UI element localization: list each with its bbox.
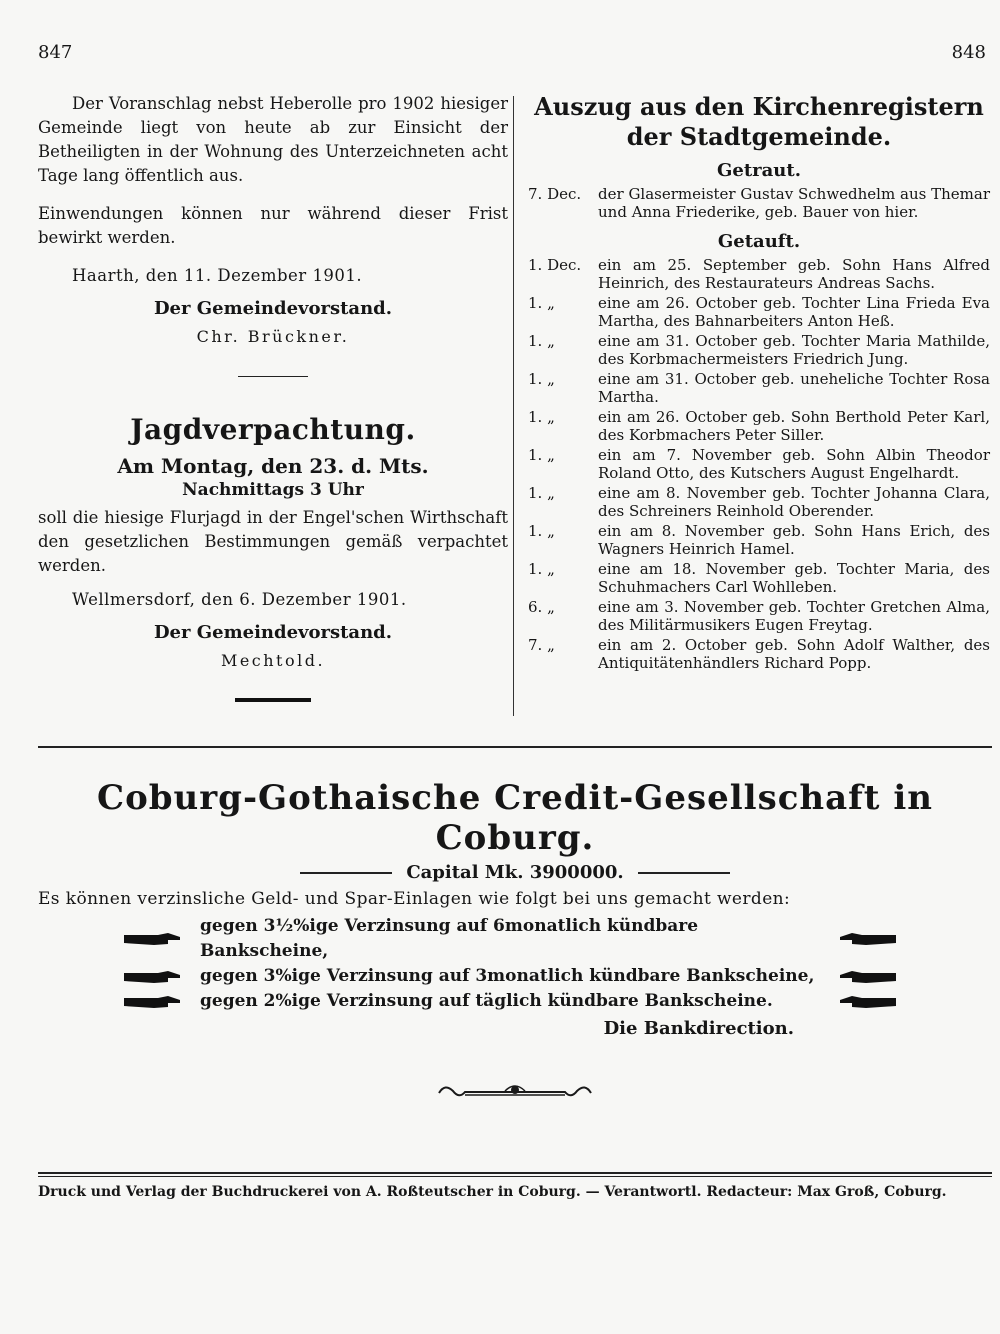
entry-date: 1. „ <box>528 446 555 464</box>
register-entry <box>528 370 990 406</box>
page-number-right: 848 <box>951 42 986 63</box>
entry-text: ein am 26. October geb. Sohn Berthold Peter Karl, des Korbmachers Peter Siller. <box>598 408 990 444</box>
place-date: Haarth, den 11. Dezember 1901. <box>72 266 363 285</box>
budget-notice <box>38 92 508 346</box>
hunting-lease-text: soll die hiesige Flurjagd in der Engel'schen Wirthschaft den gesetzlichen Bestimmungen gemäß verpachtet werden. <box>38 508 508 575</box>
pointing-hand-icon <box>124 995 182 1009</box>
baptized-list <box>528 256 990 672</box>
capital-amount: Capital Mk. 3900000. <box>406 862 624 883</box>
entry-date: 1. „ <box>528 332 555 350</box>
ornament-flourish <box>435 1079 595 1105</box>
church-register-subtitle: der Stadtgemeinde. <box>626 122 892 151</box>
capital-row <box>38 862 992 883</box>
end-rule <box>235 698 311 702</box>
pointing-hand-icon <box>124 970 182 984</box>
register-entry <box>528 256 990 292</box>
entry-text: ein am 7. November geb. Sohn Albin Theodor Roland Otto, des Kutschers August Engelhardt. <box>598 446 990 482</box>
pointing-hand-icon <box>838 932 896 946</box>
entry-text: eine am 26. October geb. Tochter Lina Frieda Eva Martha, des Bahnarbeiters Anton Heß. <box>598 294 990 330</box>
interest-term-line <box>38 989 992 1014</box>
entry-date: 1. „ <box>528 522 555 540</box>
hunting-lease-title: Jagdverpachtung. <box>130 413 416 446</box>
interest-term-line <box>38 964 992 989</box>
capital-rule-left <box>300 872 392 874</box>
register-entry <box>528 408 990 444</box>
register-entry <box>528 636 990 672</box>
interest-term-text: gegen 3½%ige Verzinsung auf 6monatlich kündbare Bankscheine, <box>200 916 699 961</box>
entry-date: 1. „ <box>528 294 555 312</box>
entry-text: ein am 8. November geb. Sohn Hans Erich, des Wagners Heinrich Hamel. <box>598 522 990 558</box>
authority: Der Gemeindevorstand. <box>153 622 393 643</box>
authority: Der Gemeindevorstand. <box>153 298 393 319</box>
entry-date: 1. Dec. <box>528 256 582 274</box>
baptized-heading: Getauft. <box>717 231 801 252</box>
imprint: Druck und Verlag der Buchdruckerei von A. Roßteutscher in Coburg. — Verantwortl. Redacteur: Max Groß, Coburg. <box>38 1184 947 1200</box>
pointing-hand-icon <box>124 932 182 946</box>
married-heading: Getraut. <box>717 160 801 181</box>
place-date: Wellmersdorf, den 6. Dezember 1901. <box>72 590 407 609</box>
section-rule <box>38 746 992 748</box>
entry-date: 6. „ <box>528 598 555 616</box>
signer: Chr. Brückner. <box>196 327 350 346</box>
church-register-title: Auszug aus den Kirchenregistern <box>534 92 984 121</box>
left-column <box>38 92 508 702</box>
interest-term-text: gegen 2%ige Verzinsung auf täglich kündbare Bankscheine. <box>200 991 773 1011</box>
separator-rule <box>238 376 308 377</box>
hunting-lease-notice <box>38 413 508 670</box>
pointing-hand-icon <box>838 995 896 1009</box>
entry-text: ein am 25. September geb. Sohn Hans Alfred Heinrich, des Restaurateurs Andreas Sachs. <box>598 256 990 292</box>
register-entry <box>528 522 990 558</box>
interest-terms <box>38 914 992 1014</box>
bank-title: Coburg-Gothaische Credit-Gesellschaft in Coburg. <box>97 778 933 858</box>
entry-date: 1. „ <box>528 408 555 426</box>
entry-text: eine am 31. October geb. uneheliche Tochter Rosa Martha. <box>598 370 990 406</box>
entry-date: 1. „ <box>528 560 555 578</box>
register-entry <box>528 560 990 596</box>
right-column <box>528 92 990 674</box>
auction-date: Am Montag, den 23. d. Mts. <box>117 454 429 478</box>
register-entry <box>528 446 990 482</box>
entry-date: 1. „ <box>528 484 555 502</box>
entry-date: 1. „ <box>528 370 555 388</box>
budget-notice-text: Der Voranschlag nebst Heberolle pro 1902 hiesiger Gemeinde liegt von heute ab zur Einsicht der Betheiligten in der Wohnung des Unterzeichneten acht Tage lang öffentlich aus. <box>38 94 508 185</box>
entry-text: eine am 18. November geb. Tochter Maria, des Schuhmachers Carl Wohlleben. <box>598 560 990 596</box>
auction-time: Nachmittags 3 Uhr <box>182 480 364 500</box>
register-entry <box>528 484 990 520</box>
deposit-intro: Es können verzinsliche Geld- und Spar-Einlagen wie folgt bei uns gemacht werden: <box>38 889 791 909</box>
signer: Mechtold. <box>220 651 326 670</box>
entry-text: der Glasermeister Gustav Schwedhelm aus Themar und Anna Friederike, geb. Bauer von hier. <box>598 185 990 221</box>
pointing-hand-icon <box>838 970 896 984</box>
register-entry <box>528 332 990 368</box>
interest-term-text: gegen 3%ige Verzinsung auf 3monatlich kündbare Bankscheine, <box>200 966 815 986</box>
married-list <box>528 185 990 221</box>
register-entry <box>528 294 990 330</box>
register-entry <box>528 598 990 634</box>
bank-signature: Die Bankdirection. <box>603 1018 794 1039</box>
entry-date: 7. Dec. <box>528 185 582 203</box>
interest-term-line <box>38 914 992 964</box>
entry-text: eine am 3. November geb. Tochter Gretchen Alma, des Militärmusikers Eugen Freytag. <box>598 598 990 634</box>
footer-rule-top-2 <box>38 1176 992 1177</box>
footer-rule-top <box>38 1172 992 1174</box>
ornament <box>38 1079 992 1105</box>
capital-rule-right <box>638 872 730 874</box>
entry-date: 7. „ <box>528 636 555 654</box>
objection-text: Einwendungen können nur während dieser Frist bewirkt werden. <box>38 204 508 247</box>
column-divider <box>513 96 514 716</box>
entry-text: eine am 8. November geb. Tochter Johanna Clara, des Schreiners Reinhold Oberender. <box>598 484 990 520</box>
bank-advertisement <box>38 778 992 1105</box>
register-entry <box>528 185 990 221</box>
entry-text: eine am 31. October geb. Tochter Maria Mathilde, des Korbmachermeisters Friedrich Jung. <box>598 332 990 368</box>
entry-text: ein am 2. October geb. Sohn Adolf Walther, des Antiquitätenhändlers Richard Popp. <box>598 636 990 672</box>
page-number-left: 847 <box>38 42 73 63</box>
